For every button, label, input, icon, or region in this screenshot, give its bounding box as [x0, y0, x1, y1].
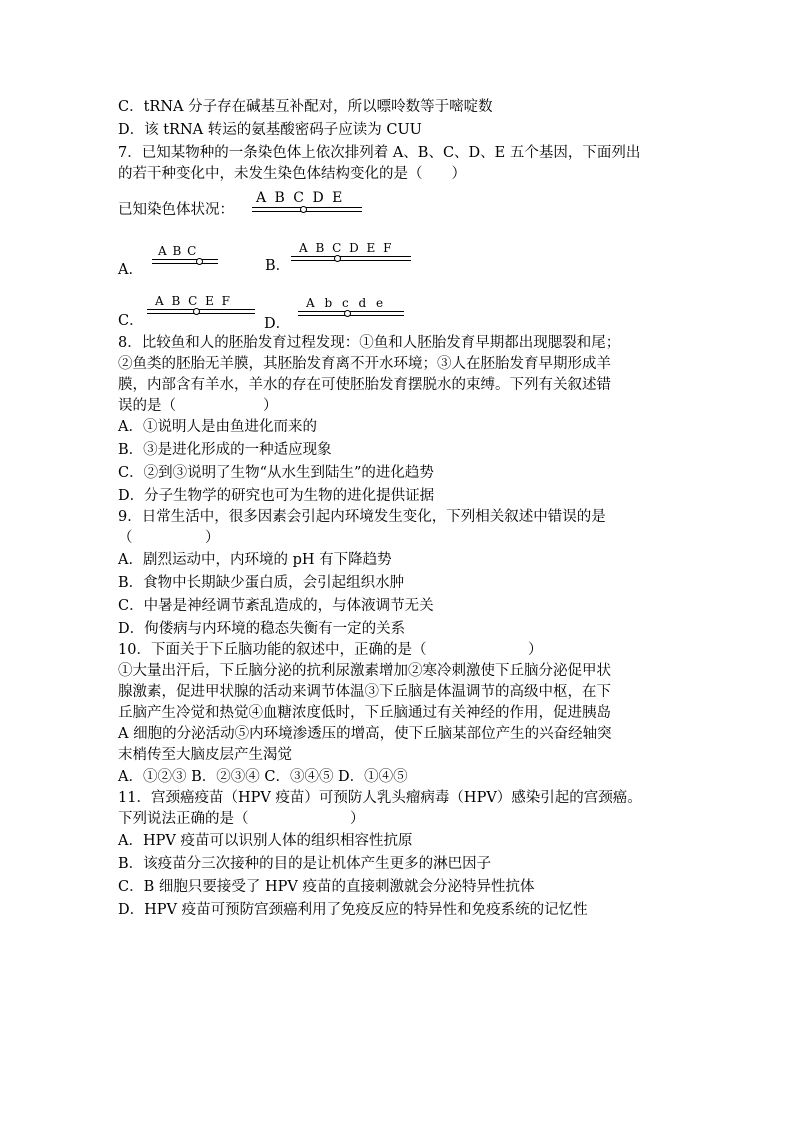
option-d-q11: D．HPV 疫苗可预防宫颈癌利用了免疫反应的特异性和免疫系统的记忆性 [118, 902, 588, 918]
question-10-line5: A 细胞的分泌活动⑤内环境渗透压的增高，使下丘脑某部位产生的兴奋经轴突 [118, 726, 612, 742]
chromosome-genes: A b c d e [306, 296, 387, 310]
option-c-q9: C．中暑是神经调节紊乱造成的，与体液调节无关 [118, 598, 434, 614]
chromosome-bar [252, 207, 362, 212]
chromosome-bar [152, 259, 218, 264]
chromosome-option-a [152, 244, 220, 268]
centromere [334, 255, 341, 262]
option-c-q8: C．②到③说明了生物“从水生到陆生”的进化趋势 [118, 465, 434, 481]
chromosome-given [252, 190, 364, 216]
option-c-q6: C．tRNA 分子存在碱基互补配对，所以嘌呤数等于嘧啶数 [118, 99, 493, 115]
question-10-line1: 10．下面关于下丘脑功能的叙述中，正确的是（ ） [118, 642, 543, 658]
question-8-line2: ②鱼类的胚胎无羊膜，其胚胎发育离不开水环境；③人在胚胎发育早期形成羊 [118, 356, 611, 372]
question-11-line1: 11．宫颈癌疫苗（HPV 疫苗）可预防人乳头瘤病毒（HPV）感染引起的宫颈癌。 [118, 790, 642, 806]
option-b-q7: B． [265, 258, 291, 274]
option-d-q6: D．该 tRNA 转运的氨基酸密码子应读为 CUU [118, 122, 422, 138]
centromere [196, 258, 203, 265]
option-d-q7: D． [264, 316, 291, 332]
question-8-line1: 8．比较鱼和人的胚胎发育过程发现：①鱼和人胚胎发育早期都出现腮裂和尾； [118, 335, 621, 351]
option-b-q9: B．食物中长期缺少蛋白质，会引起组织水肿 [118, 575, 405, 591]
option-a-q9: A．剧烈运动中，内环境的 pH 有下降趋势 [118, 552, 392, 568]
options-q10: A．①②③ B．②③④ C．③④⑤ D．①④⑤ [118, 769, 408, 785]
question-7-line2: 的若干种变化中，未发生染色体结构变化的是（ ） [118, 166, 466, 182]
question-11-line2: 下列说法正确的是（ ） [118, 811, 365, 827]
chromosome-bar [147, 309, 255, 314]
chromosome-genes: A B C [158, 244, 198, 258]
chromosome-option-c [147, 294, 257, 318]
centromere [344, 310, 351, 317]
chromosome-bar [298, 311, 404, 316]
question-8-line4: 误的是（ ） [118, 398, 278, 414]
question-10-line2: ①大量出汗后，下丘脑分泌的抗利尿激素增加②寒冷刺激使下丘脑分泌促甲状 [118, 663, 611, 679]
question-9-line1: 9．日常生活中，很多因素会引起内环境发生变化，下列相关叙述中错误的是 [118, 509, 606, 525]
chromosome-genes: A B C D E F [299, 241, 394, 255]
question-10-line3: 腺激素，促进甲状腺的活动来调节体温③下丘脑是体温调节的高级中枢，在下 [118, 684, 611, 700]
question-10-line4: 丘脑产生冷觉和热觉④血糖浓度低时，下丘脑通过有关神经的作用，促进胰岛 [118, 705, 611, 721]
chromosome-genes: A B C E F [155, 294, 233, 308]
question-10-line6: 末梢传至大脑皮层产生渴觉 [118, 747, 292, 763]
centromere [300, 206, 307, 213]
chromosome-option-b [291, 241, 413, 265]
chromosome-option-d [298, 296, 406, 320]
option-c-q7: C． [118, 313, 144, 329]
question-7-line1: 7．已知某物种的一条染色体上依次排列着 A、B、C、D、E 五个基因，下面列出 [118, 145, 641, 161]
chromosome-genes: A B C D E [256, 190, 345, 206]
chromosome-bar [291, 256, 411, 261]
centromere [193, 308, 200, 315]
option-a-q8: A．①说明人是由鱼进化而来的 [118, 419, 317, 435]
option-a-q11: A．HPV 疫苗可以识别人体的组织相容性抗原 [118, 833, 413, 849]
option-a-q7: A． [118, 262, 143, 278]
option-c-q11: C．B 细胞只要接受了 HPV 疫苗的直接刺激就会分泌特异性抗体 [118, 879, 535, 895]
question-8-line3: 膜，内部含有羊水，羊水的存在可使胚胎发育摆脱水的束缚。下列有关叙述错 [118, 377, 611, 393]
question-9-line2: （ ） [118, 530, 220, 546]
option-b-q11: B．该疫苗分三次接种的目的是让机体产生更多的淋巴因子 [118, 856, 492, 872]
option-d-q8: D．分子生物学的研究也可为生物的进化提供证据 [118, 488, 435, 504]
option-b-q8: B．③是进化形成的一种适应现象 [118, 442, 332, 458]
given-chromosome-label: 已知染色体状况： [118, 202, 234, 218]
option-d-q9: D．佝偻病与内环境的稳态失衡有一定的关系 [118, 621, 406, 637]
